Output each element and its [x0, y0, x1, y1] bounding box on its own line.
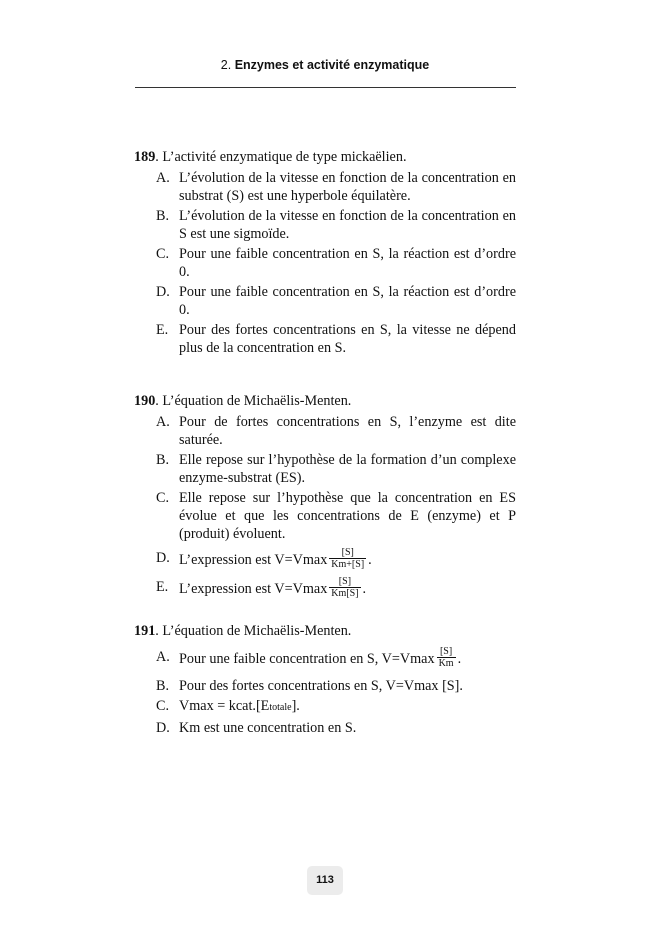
option-text: Vmax = kcat.[E: [179, 698, 270, 714]
option-text: Pour de fortes concentrations en S, l’enzyme est dite saturée.: [179, 414, 516, 448]
question-number: 189: [134, 149, 156, 165]
option-text: L’expression est V=Vmax: [179, 580, 328, 597]
option-letter: E.: [156, 579, 169, 595]
fraction-numerator: [S]: [329, 576, 360, 588]
fraction-numerator: [S]: [437, 646, 456, 658]
question-stem: . L’activité enzymatique de type mickaëlien.: [155, 149, 407, 165]
question-191: [134, 622, 516, 739]
running-header: [135, 58, 515, 72]
option-list: [134, 169, 516, 357]
fraction: [437, 646, 456, 669]
fraction: [329, 547, 366, 570]
option-text: Elle repose sur l’hypothèse de la formation d’un complexe enzyme-substrat (ES).: [179, 452, 516, 486]
option-b: [134, 451, 516, 487]
option-letter: D.: [156, 550, 170, 566]
question-title: [134, 148, 516, 166]
option-letter: A.: [156, 649, 170, 665]
option-text: Pour une faible concentration en S, V=Vmax: [179, 650, 435, 667]
option-letter: A.: [156, 414, 170, 430]
question-stem: . L’équation de Michaëlis-Menten.: [155, 393, 352, 409]
option-c: [134, 697, 516, 717]
option-list: [134, 413, 516, 601]
option-text: Elle repose sur l’hypothèse que la concentration en ES évolue et que les concentrations de E (enzyme) et P (produit) évoluent.: [179, 490, 516, 542]
header-divider: [135, 87, 516, 88]
option-e: [134, 321, 516, 357]
option-d: [134, 549, 516, 572]
fraction-denominator: Km[S]: [331, 588, 359, 599]
question-number: 191: [134, 623, 156, 639]
option-text: L’évolution de la vitesse en fonction de la concentration en S est une sigmoïde.: [179, 208, 516, 242]
chapter-number: 2.: [220, 58, 232, 72]
option-a: [134, 169, 516, 205]
option-letter: A.: [156, 170, 170, 186]
option-a: [134, 413, 516, 449]
option-letter: D.: [156, 720, 170, 736]
fraction: [329, 576, 360, 599]
option-b: [134, 677, 516, 695]
option-letter: D.: [156, 284, 170, 300]
option-d: [134, 719, 516, 737]
option-text: L’évolution de la vitesse en fonction de la concentration en substrat (S) est une hyperbole équilatère.: [179, 170, 516, 204]
page-number: 113: [307, 866, 343, 895]
option-letter: C.: [156, 490, 170, 506]
option-punctuation: .: [368, 551, 372, 568]
option-d: [134, 283, 516, 319]
option-c: [134, 489, 516, 543]
fraction-denominator: Km: [438, 658, 454, 669]
question-title: [134, 392, 516, 410]
option-punctuation: .: [362, 580, 367, 597]
option-text: L’expression est V=Vmax: [179, 551, 328, 568]
option-text: Km est une concentration en S.: [179, 720, 357, 736]
question-stem: . L’équation de Michaëlis-Menten.: [155, 623, 352, 639]
option-letter: B.: [156, 678, 170, 694]
question-title: [134, 622, 516, 640]
option-letter: B.: [156, 452, 170, 468]
option-e: [134, 578, 516, 601]
option-letter: C.: [156, 246, 170, 262]
option-letter: E.: [156, 322, 169, 338]
fraction-denominator: Km+[S]: [331, 559, 365, 570]
chapter-title: Enzymes et activité enzymatique: [234, 58, 430, 72]
question-190: [134, 392, 516, 603]
fraction-numerator: [S]: [329, 547, 366, 559]
option-text: Pour des fortes concentrations en S, la vitesse ne dépend plus de la concentration en S.: [179, 322, 516, 356]
option-letter: B.: [156, 208, 170, 224]
option-b: [134, 207, 516, 243]
option-punctuation: .: [457, 650, 462, 667]
subscript: totale: [269, 702, 292, 713]
option-text: Pour une faible concentration en S, la réaction est d’ordre 0.: [179, 284, 516, 318]
option-text: Pour des fortes concentrations en S, V=Vmax [S].: [179, 678, 463, 694]
option-list: [134, 648, 516, 737]
option-letter: C.: [156, 698, 170, 714]
question-189: [134, 148, 516, 359]
option-punctuation: ].: [291, 698, 300, 714]
option-text: Pour une faible concentration en S, la réaction est d’ordre 0.: [179, 246, 516, 280]
option-c: [134, 245, 516, 281]
question-number: 190: [134, 393, 156, 409]
option-a: [134, 648, 516, 671]
